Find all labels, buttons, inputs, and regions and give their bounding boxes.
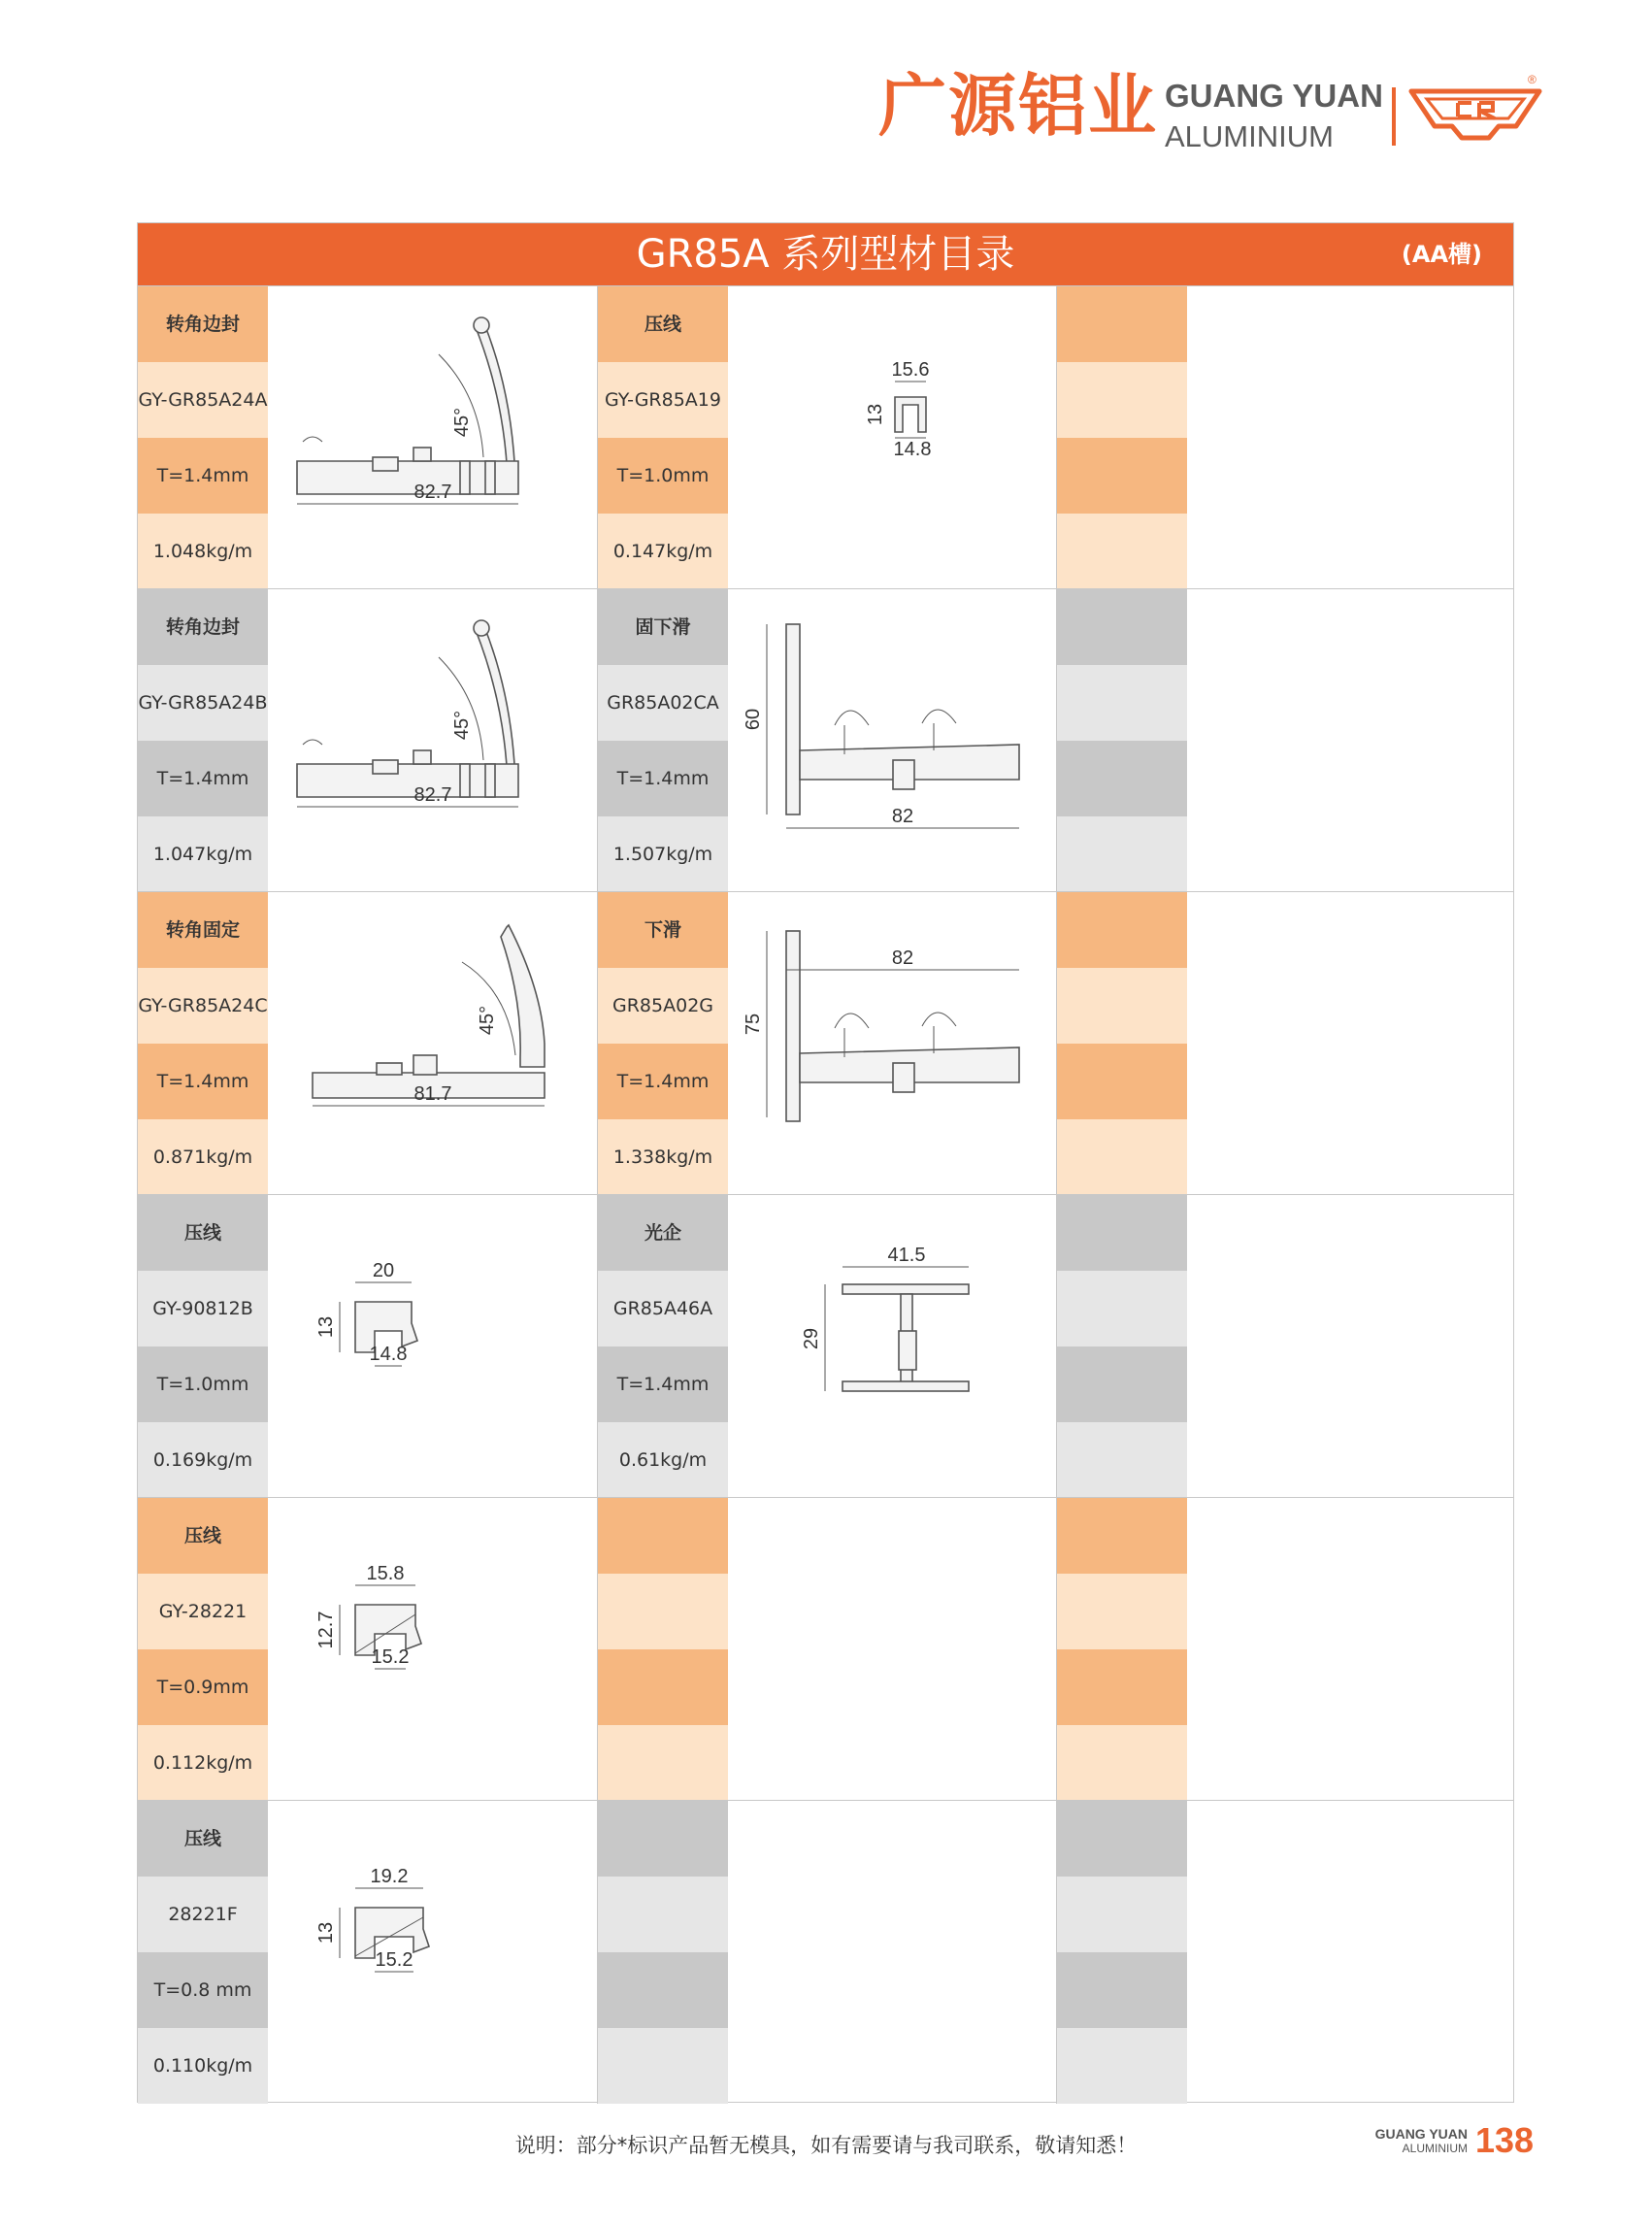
profile-thickness — [598, 1649, 728, 1725]
profile-code: GY-GR85A24A — [138, 362, 268, 438]
profile-code: GY-GR85A19 — [598, 362, 728, 438]
brand-header — [878, 66, 1558, 163]
profile-code — [1057, 362, 1187, 438]
profile-drawing — [1187, 286, 1514, 588]
profile-weight: 0.871kg/m — [138, 1119, 268, 1195]
profile-thickness: T=1.4mm — [598, 1044, 728, 1119]
footer-brand — [1374, 2126, 1468, 2155]
dimension-label: 20 — [372, 1260, 395, 1281]
dimension-label: 15.2 — [371, 1646, 410, 1668]
catalog-row — [138, 588, 1513, 891]
profile-drawing — [268, 1498, 595, 1800]
profile-code — [598, 1877, 728, 1952]
profile-thickness: T=1.0mm — [138, 1346, 268, 1422]
profile-weight — [1057, 1119, 1187, 1195]
catalog-row — [138, 1800, 1513, 2103]
profile-name — [1057, 1195, 1187, 1271]
profile-weight: 1.047kg/m — [138, 816, 268, 892]
profile-weight: 0.169kg/m — [138, 1422, 268, 1498]
dimension-label: 13 — [315, 1315, 337, 1339]
dimension-label: 82 — [891, 806, 914, 827]
profile-thickness: T=1.4mm — [598, 741, 728, 816]
dimension-label: 15.2 — [375, 1949, 413, 1971]
profile-specs — [598, 1195, 728, 1497]
profile-card — [1056, 1498, 1514, 1801]
profile-weight — [1057, 816, 1187, 892]
profile-card — [138, 589, 596, 892]
profile-thickness — [1057, 1649, 1187, 1725]
catalog-row — [138, 891, 1513, 1194]
profile-specs — [138, 1498, 268, 1800]
profile-weight — [598, 2028, 728, 2104]
profile-drawing — [1187, 892, 1514, 1194]
profile-name — [1057, 286, 1187, 362]
registered-mark: ® — [1528, 74, 1536, 86]
profile-thickness — [1057, 741, 1187, 816]
dimension-label: 75 — [743, 1013, 764, 1036]
profile-weight: 1.338kg/m — [598, 1119, 728, 1195]
profile-code: GY-28221 — [138, 1574, 268, 1649]
catalog-row — [138, 1194, 1513, 1497]
dimension-label: 82.7 — [413, 482, 452, 503]
profile-drawing — [1187, 589, 1514, 891]
profile-specs — [1057, 1498, 1187, 1800]
profile-drawing — [728, 1498, 1055, 1800]
profile-drawing — [1187, 1195, 1514, 1497]
profile-specs — [598, 286, 728, 588]
profile-name: 转角固定 — [138, 892, 268, 968]
profile-card — [597, 1801, 1055, 2104]
profile-weight — [598, 1725, 728, 1801]
dimension-label: 14.8 — [369, 1344, 408, 1365]
profile-weight — [1057, 1725, 1187, 1801]
profile-weight — [1057, 514, 1187, 589]
catalog-row — [138, 1497, 1513, 1800]
profile-drawing — [1187, 1801, 1514, 2103]
brand-name-cn: 广源铝业 — [878, 66, 1158, 146]
profile-code: GY-GR85A24C — [138, 968, 268, 1044]
profile-code: 28221F — [138, 1877, 268, 1952]
dimension-label: 60 — [743, 708, 764, 731]
profile-weight: 0.110kg/m — [138, 2028, 268, 2104]
profile-card — [138, 1801, 596, 2104]
profile-thickness: T=0.9mm — [138, 1649, 268, 1725]
profile-card — [597, 1195, 1055, 1498]
profile-drawing — [728, 589, 1055, 891]
profile-name — [598, 1801, 728, 1877]
profile-weight: 0.147kg/m — [598, 514, 728, 589]
profile-drawing — [728, 1801, 1055, 2103]
profile-card — [1056, 1801, 1514, 2104]
profile-specs — [138, 286, 268, 588]
dimension-label: 29 — [801, 1327, 822, 1350]
profile-code — [1057, 665, 1187, 741]
dimension-label: 45° — [477, 1005, 498, 1036]
profile-name: 光企 — [598, 1195, 728, 1271]
profile-drawing — [1187, 1498, 1514, 1800]
page-number: 138 — [1475, 2120, 1535, 2160]
dimension-label: 14.8 — [893, 439, 932, 460]
profile-thickness — [598, 1952, 728, 2028]
profile-specs — [1057, 589, 1187, 891]
profile-specs — [138, 1801, 268, 2103]
profile-name — [1057, 892, 1187, 968]
dimension-label: 12.7 — [315, 1611, 337, 1649]
profile-name — [1057, 1801, 1187, 1877]
profile-code: GR85A02G — [598, 968, 728, 1044]
brand-logo-icon — [1407, 74, 1543, 159]
profile-weight: 0.112kg/m — [138, 1725, 268, 1801]
profile-thickness: T=1.0mm — [598, 438, 728, 514]
title-bar — [138, 223, 1513, 285]
profile-name: 压线 — [138, 1498, 268, 1574]
profile-weight: 0.61kg/m — [598, 1422, 728, 1498]
profile-specs — [598, 589, 728, 891]
profile-drawing — [728, 286, 1055, 588]
profile-card — [1056, 589, 1514, 892]
profile-code — [1057, 1877, 1187, 1952]
profile-specs — [138, 1195, 268, 1497]
profile-weight: 1.048kg/m — [138, 514, 268, 589]
dimension-label: 15.8 — [366, 1563, 405, 1584]
footer-brand-name: GUANG YUAN — [1374, 2126, 1468, 2142]
profile-drawing — [268, 1801, 595, 2103]
profile-name: 下滑 — [598, 892, 728, 968]
profile-card — [138, 286, 596, 589]
profile-thickness — [1057, 1952, 1187, 2028]
brand-name-en-sub: ALUMINIUM — [1165, 119, 1334, 153]
profile-card — [138, 1498, 596, 1801]
profile-name: 转角边封 — [138, 589, 268, 665]
profile-name: 压线 — [138, 1801, 268, 1877]
profile-card — [597, 286, 1055, 589]
profile-card — [1056, 892, 1514, 1195]
profile-specs — [598, 1801, 728, 2103]
catalog-table — [137, 222, 1514, 2103]
catalog-row — [138, 285, 1513, 588]
profile-drawing — [268, 1195, 595, 1497]
profile-thickness: T=1.4mm — [598, 1346, 728, 1422]
catalog-title: GR85A 系列型材目录 — [636, 232, 1015, 277]
profile-specs — [1057, 286, 1187, 588]
profile-specs — [138, 589, 268, 891]
profile-code — [598, 1574, 728, 1649]
profile-thickness: T=1.4mm — [138, 741, 268, 816]
profile-thickness: T=0.8 mm — [138, 1952, 268, 2028]
catalog-subtitle: (AA槽) — [1401, 241, 1482, 268]
profile-specs — [1057, 1195, 1187, 1497]
dimension-label: 19.2 — [370, 1866, 409, 1887]
profile-card — [1056, 286, 1514, 589]
profile-thickness: T=1.4mm — [138, 438, 268, 514]
profile-specs — [138, 892, 268, 1194]
profile-specs — [598, 892, 728, 1194]
profile-card — [597, 589, 1055, 892]
profile-card — [138, 1195, 596, 1498]
profile-name — [1057, 589, 1187, 665]
profile-thickness — [1057, 1346, 1187, 1422]
profile-weight — [1057, 2028, 1187, 2104]
profile-name — [598, 1498, 728, 1574]
profile-code — [1057, 1574, 1187, 1649]
profile-specs — [1057, 1801, 1187, 2103]
dimension-label: 41.5 — [887, 1245, 926, 1266]
profile-specs — [598, 1498, 728, 1800]
profile-code: GY-GR85A24B — [138, 665, 268, 741]
profile-specs — [1057, 892, 1187, 1194]
brand-name-en: GUANG YUAN — [1165, 78, 1383, 114]
profile-thickness — [1057, 438, 1187, 514]
brand-divider — [1392, 87, 1396, 146]
profile-thickness: T=1.4mm — [138, 1044, 268, 1119]
profile-code: GR85A46A — [598, 1271, 728, 1346]
profile-name: 压线 — [138, 1195, 268, 1271]
profile-card — [597, 1498, 1055, 1801]
profile-drawing — [728, 1195, 1055, 1497]
dimension-label: 45° — [451, 710, 473, 741]
profile-card — [138, 892, 596, 1195]
profile-drawing — [268, 286, 595, 588]
profile-name: 转角边封 — [138, 286, 268, 362]
footer-note: 说明：部分*标识产品暂无模具，如有需要请与我司联系，敬请知悉！ — [514, 2134, 1138, 2157]
profile-name: 压线 — [598, 286, 728, 362]
dimension-label: 45° — [451, 407, 473, 438]
dimension-label: 82.7 — [413, 784, 452, 806]
profile-card — [1056, 1195, 1514, 1498]
profile-code: GY-90812B — [138, 1271, 268, 1346]
profile-code — [1057, 968, 1187, 1044]
profile-drawing — [268, 892, 595, 1194]
profile-weight: 1.507kg/m — [598, 816, 728, 892]
dimension-label: 13 — [865, 403, 886, 426]
dimension-label: 81.7 — [413, 1083, 452, 1105]
dimension-label: 15.6 — [891, 359, 930, 381]
dimension-label: 13 — [315, 1921, 337, 1944]
profile-thickness — [1057, 1044, 1187, 1119]
profile-name — [1057, 1498, 1187, 1574]
dimension-label: 82 — [891, 947, 914, 969]
profile-drawing — [728, 892, 1055, 1194]
profile-name: 固下滑 — [598, 589, 728, 665]
profile-code: GR85A02CA — [598, 665, 728, 741]
profile-code — [1057, 1271, 1187, 1346]
profile-card — [597, 892, 1055, 1195]
footer-brand-sub: ALUMINIUM — [1402, 2142, 1468, 2155]
profile-drawing — [268, 589, 595, 891]
profile-weight — [1057, 1422, 1187, 1498]
